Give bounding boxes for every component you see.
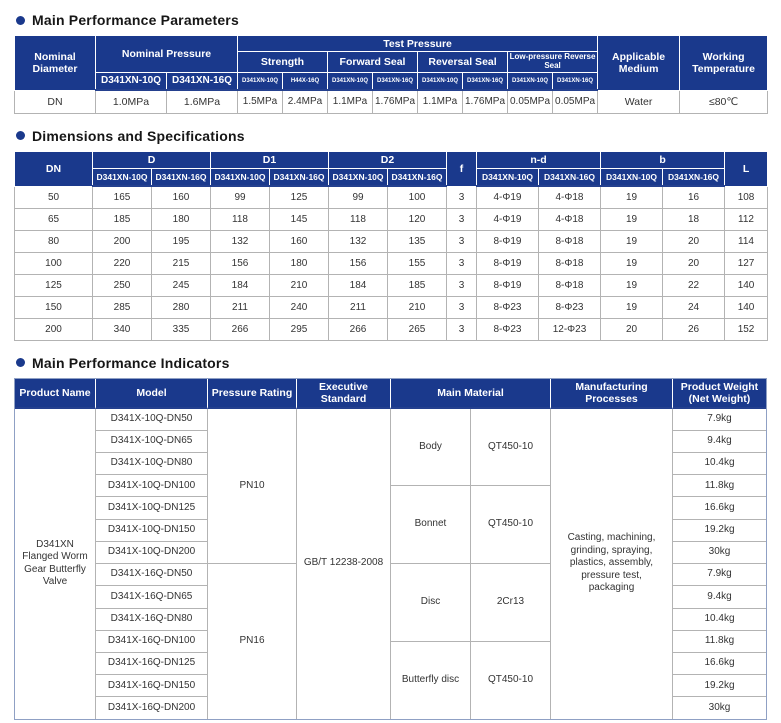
section-title-text: Main Performance Parameters <box>32 12 239 28</box>
section-title-performance-indicators <box>16 355 767 371</box>
cell: 8-Φ18 <box>539 230 601 252</box>
table-row <box>15 230 768 252</box>
weight-cell: 16.6kg <box>673 497 766 519</box>
cell: 114 <box>725 230 768 252</box>
model-header: H44X-16Q <box>283 72 328 90</box>
cell: 4-Φ18 <box>539 208 601 230</box>
col-header-reversal-seal: Reversal Seal <box>418 52 508 73</box>
cell: 19 <box>601 208 663 230</box>
table-row <box>15 252 768 274</box>
model-cell: D341X-10Q-DN65 <box>96 431 207 453</box>
model-column <box>96 409 208 719</box>
table-row <box>15 186 768 208</box>
model-header: D341XN-16Q <box>553 72 598 90</box>
cell: 180 <box>270 252 329 274</box>
cell: 211 <box>329 296 388 318</box>
cell: 132 <box>211 230 270 252</box>
model-cell: D341X-16Q-DN150 <box>96 675 207 697</box>
cell: 20 <box>663 252 725 274</box>
cell: 26 <box>663 318 725 340</box>
col-header-d1: D1 <box>211 151 329 168</box>
bullet-icon <box>16 16 25 25</box>
cell: 20 <box>601 318 663 340</box>
cell: 195 <box>152 230 211 252</box>
cell: 20 <box>663 230 725 252</box>
cell: 280 <box>152 296 211 318</box>
weight-cell: 19.2kg <box>673 675 766 697</box>
col-header-manufacturing-processes: Manufacturing Processes <box>551 379 673 409</box>
product-name-cell: D341XN Flanged Worm Gear Butterfly Valve <box>22 538 88 588</box>
model-header: D341XN-16Q <box>388 168 447 186</box>
cell: 24 <box>663 296 725 318</box>
cell: 140 <box>725 296 768 318</box>
model-cell: D341X-10Q-DN125 <box>96 497 207 519</box>
cell: 19 <box>601 186 663 208</box>
cell: 210 <box>270 274 329 296</box>
col-header-dn: DN <box>15 151 93 186</box>
table-row <box>15 90 768 113</box>
model-header: D341XN-16Q <box>373 72 418 90</box>
pressure-rating-cell: PN16 <box>239 635 265 647</box>
model-header: D341XN-10Q <box>96 72 167 90</box>
col-header-nd: n-d <box>477 151 601 168</box>
cell: 108 <box>725 186 768 208</box>
weight-cell: 30kg <box>673 542 766 564</box>
cell: 145 <box>270 208 329 230</box>
model-cell: D341X-16Q-DN100 <box>96 631 207 653</box>
cell: 18 <box>663 208 725 230</box>
cell: 8-Φ18 <box>539 274 601 296</box>
product-weight-column <box>673 409 766 719</box>
cell: 3 <box>447 186 477 208</box>
weight-cell: 10.4kg <box>673 609 766 631</box>
material-name-cell: QT450-10 <box>471 486 550 564</box>
cell: 1.6MPa <box>167 90 238 113</box>
material-name-cell: QT450-10 <box>471 409 550 487</box>
cell: 156 <box>329 252 388 274</box>
weight-cell: 11.8kg <box>673 631 766 653</box>
cell: 3 <box>447 274 477 296</box>
col-header-nominal-pressure: Nominal Pressure <box>96 36 238 73</box>
col-header-test-pressure: Test Pressure <box>238 36 598 52</box>
cell: 8-Φ23 <box>477 296 539 318</box>
col-header-working-temperature: Working Temperature <box>680 36 768 91</box>
model-header: D341XN-16Q <box>463 72 508 90</box>
cell: 200 <box>93 230 152 252</box>
weight-cell: 30kg <box>708 701 731 713</box>
dimensions-table-body <box>15 186 768 340</box>
performance-indicators-table <box>14 378 767 720</box>
material-part-cell: Bonnet <box>391 486 470 564</box>
cell: 185 <box>388 274 447 296</box>
indicators-table-body <box>15 409 766 719</box>
model-header: D341XN-10Q <box>238 72 283 90</box>
cell: 184 <box>211 274 270 296</box>
cell: 65 <box>15 208 93 230</box>
cell: 4-Φ19 <box>477 208 539 230</box>
model-header: D341XN-10Q <box>477 168 539 186</box>
model-header: D341XN-10Q <box>211 168 270 186</box>
col-header-pressure-rating: Pressure Rating <box>208 379 297 409</box>
cell: 100 <box>388 186 447 208</box>
cell: 4-Φ19 <box>477 186 539 208</box>
col-header-main-material: Main Material <box>391 379 551 409</box>
cell: 100 <box>15 252 93 274</box>
section-title-performance-parameters <box>16 12 767 28</box>
weight-cell: 9.4kg <box>673 431 766 453</box>
col-header-product-weight: Product Weight (Net Weight) <box>673 379 766 409</box>
col-header-strength: Strength <box>238 52 328 73</box>
cell: 0.05MPa <box>508 90 553 113</box>
cell: 118 <box>329 208 388 230</box>
col-header-low-pressure-reverse-seal: Low-pressure Reverse Seal <box>508 52 598 73</box>
cell: 50 <box>15 186 93 208</box>
material-part-column <box>391 409 471 719</box>
material-part-cell: Body <box>391 409 470 487</box>
cell: 210 <box>388 296 447 318</box>
cell: 8-Φ18 <box>539 252 601 274</box>
cell: 3 <box>447 230 477 252</box>
table-row <box>15 208 768 230</box>
section-title-dimensions <box>16 128 767 144</box>
cell: 165 <box>93 186 152 208</box>
model-header: D341XN-10Q <box>328 72 373 90</box>
cell: 3 <box>447 296 477 318</box>
col-header-d: D <box>93 151 211 168</box>
cell: 3 <box>447 318 477 340</box>
model-header: D341XN-16Q <box>270 168 329 186</box>
cell: DN <box>15 90 96 113</box>
table-row <box>15 296 768 318</box>
model-header: D341XN-10Q <box>601 168 663 186</box>
table-row <box>15 318 768 340</box>
model-cell: D341X-16Q-DN50 <box>96 564 207 586</box>
weight-cell: 7.9kg <box>673 564 766 586</box>
cell: 335 <box>152 318 211 340</box>
material-name-column <box>471 409 551 719</box>
cell: 185 <box>93 208 152 230</box>
cell: 180 <box>152 208 211 230</box>
cell: 125 <box>15 274 93 296</box>
cell: 215 <box>152 252 211 274</box>
cell: 150 <box>15 296 93 318</box>
cell: 2.4MPa <box>283 90 328 113</box>
model-header: D341XN-10Q <box>508 72 553 90</box>
cell: 1.5MPa <box>238 90 283 113</box>
cell: 295 <box>270 318 329 340</box>
material-part-cell: Disc <box>391 564 470 642</box>
model-cell: D341X-10Q-DN100 <box>96 475 207 497</box>
cell: 200 <box>15 318 93 340</box>
cell: 184 <box>329 274 388 296</box>
cell: 132 <box>329 230 388 252</box>
model-cell: D341X-10Q-DN200 <box>96 542 207 564</box>
cell: 340 <box>93 318 152 340</box>
cell: 8-Φ23 <box>539 296 601 318</box>
cell: 4-Φ18 <box>539 186 601 208</box>
cell: 152 <box>725 318 768 340</box>
cell: 1.76MPa <box>463 90 508 113</box>
section-title-text: Dimensions and Specifications <box>32 127 245 144</box>
cell: 1.76MPa <box>373 90 418 113</box>
col-header-forward-seal: Forward Seal <box>328 52 418 73</box>
cell: 80 <box>15 230 93 252</box>
cell: 1.1MPa <box>328 90 373 113</box>
cell: 8-Φ19 <box>477 274 539 296</box>
pressure-rating-column <box>208 409 297 719</box>
model-cell: D341X-16Q-DN125 <box>96 653 207 675</box>
cell: 99 <box>211 186 270 208</box>
cell: 156 <box>211 252 270 274</box>
cell: 140 <box>725 274 768 296</box>
material-name-cell: QT450-10 <box>487 673 534 685</box>
cell: 266 <box>329 318 388 340</box>
col-header-l: L <box>725 151 768 186</box>
cell: 112 <box>725 208 768 230</box>
cell: 8-Φ19 <box>477 252 539 274</box>
dimensions-table <box>14 151 768 341</box>
weight-cell: 10.4kg <box>673 453 766 475</box>
bullet-icon <box>16 358 25 367</box>
bullet-icon <box>16 131 25 140</box>
cell: 240 <box>270 296 329 318</box>
cell: 19 <box>601 230 663 252</box>
col-header-d2: D2 <box>329 151 447 168</box>
col-header-applicable-medium: Applicable Medium <box>598 36 680 91</box>
table-row <box>15 274 768 296</box>
model-header: D341XN-10Q <box>329 168 388 186</box>
cell: 266 <box>211 318 270 340</box>
section-title-text: Main Performance Indicators <box>32 354 230 371</box>
model-header: D341XN-16Q <box>539 168 601 186</box>
cell: 19 <box>601 252 663 274</box>
product-name-column <box>15 409 96 719</box>
model-header: D341XN-16Q <box>167 72 238 90</box>
cell: 120 <box>388 208 447 230</box>
cell: 160 <box>270 230 329 252</box>
col-header-b: b <box>601 151 725 168</box>
model-cell: D341X-16Q-DN80 <box>96 609 207 631</box>
performance-parameters-table <box>14 35 768 114</box>
cell: 245 <box>152 274 211 296</box>
cell: ≤80℃ <box>680 90 768 113</box>
col-header-product-name: Product Name <box>15 379 96 409</box>
model-cell: D341X-16Q-DN65 <box>96 586 207 608</box>
cell: 1.0MPa <box>96 90 167 113</box>
weight-cell: 11.8kg <box>673 475 766 497</box>
cell: 16 <box>663 186 725 208</box>
cell: 3 <box>447 208 477 230</box>
material-name-cell: 2Cr13 <box>471 564 550 642</box>
cell: 211 <box>211 296 270 318</box>
material-part-cell: Butterfly disc <box>401 673 460 685</box>
cell: 155 <box>388 252 447 274</box>
cell: 19 <box>601 296 663 318</box>
cell: 127 <box>725 252 768 274</box>
model-header: D341XN-10Q <box>418 72 463 90</box>
weight-cell: 16.6kg <box>673 653 766 675</box>
cell: 285 <box>93 296 152 318</box>
cell: 12-Φ23 <box>539 318 601 340</box>
pressure-rating-cell: PN10 <box>208 409 296 565</box>
cell: Water <box>598 90 680 113</box>
cell: 1.1MPa <box>418 90 463 113</box>
cell: 220 <box>93 252 152 274</box>
col-header-nominal-diameter: Nominal Diameter <box>15 36 96 91</box>
model-cell: D341X-16Q-DN200 <box>107 701 196 713</box>
manufacturing-processes-cell: Casting, machining, grinding, spraying, plastics, assembly, pressure test, packaging <box>567 532 656 594</box>
weight-cell: 7.9kg <box>673 409 766 431</box>
model-cell: D341X-10Q-DN80 <box>96 453 207 475</box>
cell: 99 <box>329 186 388 208</box>
cell: 250 <box>93 274 152 296</box>
cell: 118 <box>211 208 270 230</box>
cell: 19 <box>601 274 663 296</box>
manufacturing-processes-column <box>551 409 673 719</box>
col-header-model: Model <box>96 379 208 409</box>
cell: 8-Φ19 <box>477 230 539 252</box>
model-cell: D341X-10Q-DN150 <box>96 520 207 542</box>
model-header: D341XN-16Q <box>152 168 211 186</box>
col-header-executive-standard: Executive Standard <box>297 379 391 409</box>
weight-cell: 9.4kg <box>673 586 766 608</box>
cell: 265 <box>388 318 447 340</box>
cell: 3 <box>447 252 477 274</box>
indicators-table-header <box>15 379 766 409</box>
executive-standard-cell: GB/T 12238-2008 <box>303 557 384 569</box>
cell: 0.05MPa <box>553 90 598 113</box>
cell: 135 <box>388 230 447 252</box>
model-header: D341XN-10Q <box>93 168 152 186</box>
executive-standard-column <box>297 409 391 719</box>
cell: 125 <box>270 186 329 208</box>
cell: 160 <box>152 186 211 208</box>
col-header-f: f <box>447 151 477 186</box>
model-cell: D341X-10Q-DN50 <box>96 409 207 431</box>
weight-cell: 19.2kg <box>673 520 766 542</box>
cell: 22 <box>663 274 725 296</box>
model-header: D341XN-16Q <box>663 168 725 186</box>
cell: 8-Φ23 <box>477 318 539 340</box>
